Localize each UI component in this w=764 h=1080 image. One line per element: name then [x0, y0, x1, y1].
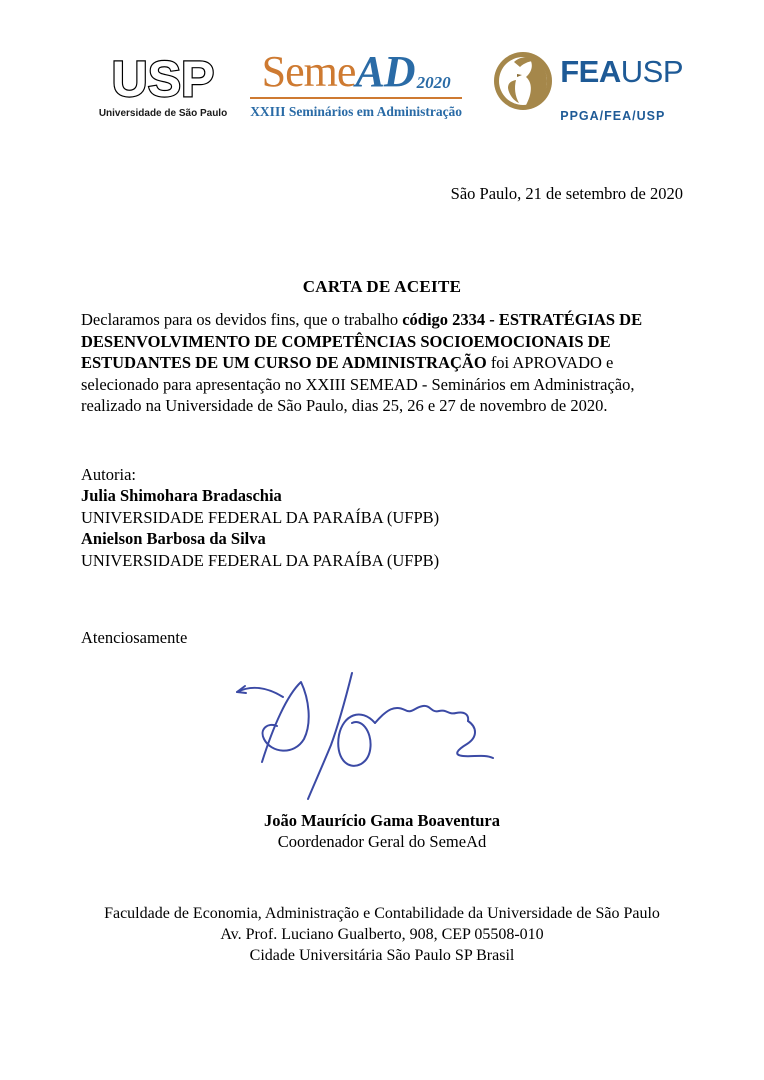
fea-word: FEA	[560, 54, 621, 89]
signature-image	[215, 665, 497, 801]
letter-title: CARTA DE ACEITE	[302, 277, 462, 296]
work-code-title: código 2334 - ESTRATÉGIAS DE DESENVOLVIMENTO DE COMPETÊNCIAS SOCIOEMOCIONAIS DE ESTUDANTES DE UM CURSO DE ADMINISTRAÇÃO	[81, 310, 643, 372]
date-line: São Paulo, 21 de setembro de 2020	[450, 184, 683, 203]
footer-address	[81, 903, 683, 966]
semead-wordmark	[250, 47, 462, 96]
fea-usp-wordmark	[560, 50, 683, 123]
semead-word-seme: Seme	[261, 47, 356, 96]
usp-acronym: USP	[111, 51, 215, 107]
semead-year: 2020	[416, 73, 451, 92]
signatory-name: João Maurício Gama Boaventura	[263, 810, 501, 830]
minerva-emblem-icon	[492, 50, 554, 112]
semead-subtitle: XXIII Seminários em Administração	[250, 104, 463, 119]
paragraph-outro: foi APROVADO e selecionado para apresentação no XXIII SEMEAD - Seminários em Administração, realizado na Universidade de São Paulo, dias 25, 26 e 27 de novembro de 2020.	[81, 353, 635, 415]
author-name: Anielson Barbosa da Silva	[81, 529, 266, 548]
author-name: Julia Shimohara Bradaschia	[81, 486, 282, 505]
semead-word-ad: AD	[355, 47, 415, 96]
fea-usp-logo	[492, 50, 683, 123]
footer-line: Cidade Universitária São Paulo SP Brasil	[249, 946, 515, 964]
signature-area	[81, 665, 683, 801]
usp-caption: Universidade de São Paulo	[98, 108, 228, 119]
fea-caption: PPGA/FEA/USP	[560, 109, 666, 123]
semead-divider	[250, 97, 462, 99]
authors-label: Autoria:	[81, 464, 136, 484]
signatory-block	[81, 810, 683, 853]
semead-logo	[250, 47, 463, 120]
footer-line: Faculdade de Economia, Administração e Contabilidade da Universidade de São Paulo	[104, 904, 660, 922]
footer-line: Av. Prof. Luciano Gualberto, 908, CEP 05508-010	[220, 925, 544, 943]
signatory-role: Coordenador Geral do SemeAd	[277, 832, 487, 851]
author-affiliation: UNIVERSIDADE FEDERAL DA PARAÍBA (UFPB)	[81, 550, 440, 570]
salutation: Atenciosamente	[81, 628, 188, 647]
paragraph-intro: Declaramos para os devidos fins, que o trabalho	[81, 310, 403, 329]
usp-logo-icon	[98, 50, 228, 128]
usp-logo	[98, 50, 228, 133]
acceptance-paragraph	[81, 309, 683, 417]
author-affiliation: UNIVERSIDADE FEDERAL DA PARAÍBA (UFPB)	[81, 507, 440, 527]
authors-block	[81, 464, 683, 572]
usp-word: USP	[620, 54, 683, 89]
header-logos	[81, 0, 683, 138]
